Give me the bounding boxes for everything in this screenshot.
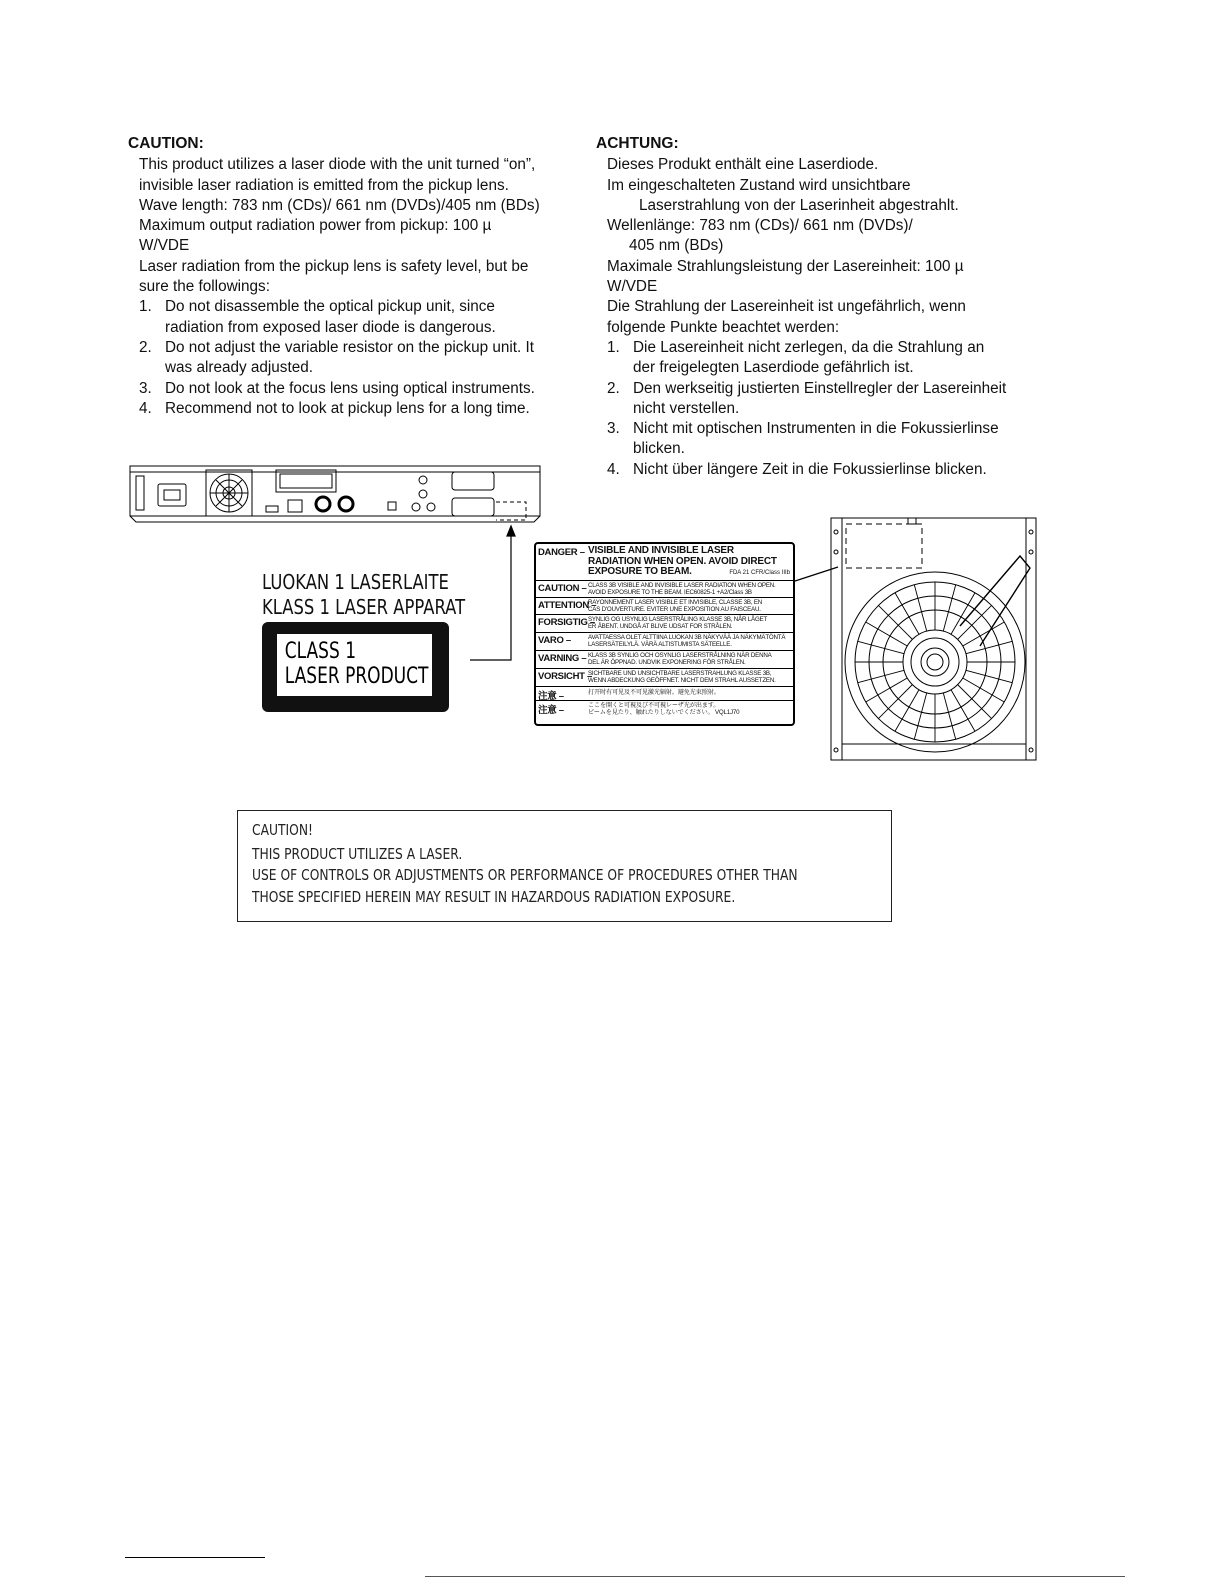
german-intro-line: Maximale Strahlungsleistung der Lasereinheit: 100 µ <box>607 257 964 275</box>
rf-out-port <box>339 497 353 511</box>
german-intro-line: folgende Punkte beachtet werden: <box>607 318 840 336</box>
class-1-product-label <box>262 622 449 712</box>
footer-divider <box>125 1557 265 1558</box>
label-row-text: ER ÅBENT. UNDGÅ AT BLIVE UDSAT FOR STRÅLEN. <box>588 623 733 630</box>
list-item-number: 1. <box>607 338 620 356</box>
list-item <box>596 338 1056 379</box>
caution-notice-line: USE OF CONTROLS OR ADJUSTMENTS OR PERFORMANCE OF PROCEDURES OTHER THAN <box>252 866 798 884</box>
list-item-line: nicht verstellen. <box>633 399 740 417</box>
tray-spoke <box>878 685 912 719</box>
caution-notice-box <box>237 810 892 922</box>
label-row <box>536 597 793 615</box>
drive-outline <box>831 518 1036 760</box>
label-row-text: RAYONNEMENT LASER VISIBLE ET INVISIBLE, CLASSE 3B, EN <box>588 599 763 606</box>
list-item-number: 3. <box>139 379 152 397</box>
german-caution-section <box>596 134 1056 480</box>
label-row <box>536 700 793 720</box>
german-intro-line: 405 nm (BDs) <box>629 237 724 255</box>
german-intro-line: Im eingeschalteten Zustand wird unsichtbare <box>607 176 911 194</box>
caution-notice-line: CAUTION! <box>252 821 313 839</box>
list-item-line: Den werkseitig justierten Einstellregler der Lasereinheit <box>633 379 1007 397</box>
disc-tray <box>845 556 1030 752</box>
label-row-text: CAS D'OUVERTURE. EVITER UNE EXPOSITION AU FAISCEAU. <box>588 606 761 613</box>
list-item-number: 2. <box>607 379 620 397</box>
card-slot <box>276 470 336 492</box>
label-row-text: WENN ABDECKUNG GEÖFFNET. NICHT DEM STRAHL AUSSETZEN. <box>588 677 776 684</box>
laser-class-heading <box>262 570 465 620</box>
tray-spoke <box>858 670 904 682</box>
label-row-danger <box>536 544 793 581</box>
tray-spoke <box>858 641 904 653</box>
list-item-number: 1. <box>139 298 152 316</box>
list-item <box>128 338 588 379</box>
connector-line <box>470 534 511 660</box>
list-item-line: Recommend not to look at pickup lens for a long time. <box>165 399 530 417</box>
german-intro-line: Die Strahlung der Lasereinheit ist ungefährlich, wenn <box>607 298 966 316</box>
list-item-number: 4. <box>139 399 152 417</box>
scart-1 <box>452 472 494 490</box>
label-row-key: 注意 – <box>538 705 564 716</box>
laser-class-line-1: LUOKAN 1 LASERLAITE <box>262 570 449 594</box>
list-item-line: Nicht über längere Zeit in die Fokussierlinse blicken. <box>633 460 987 478</box>
label-row-key: ATTENTION – <box>538 600 597 611</box>
list-item <box>128 297 588 338</box>
english-intro-line: sure the followings: <box>139 278 270 296</box>
label-row <box>536 686 793 701</box>
list-item-line: Die Lasereinheit nicht zerlegen, da die Strahlung an <box>633 338 985 356</box>
drive-unit-illustration <box>830 516 1038 762</box>
tray-spoke <box>943 693 955 739</box>
label-row <box>536 632 793 651</box>
tray-spoke <box>966 641 1012 653</box>
list-item-number: 4. <box>607 460 620 478</box>
tray-spoke <box>943 585 955 631</box>
german-heading: ACHTUNG: <box>596 135 679 152</box>
tray-spoke <box>914 585 926 631</box>
lan-port <box>288 500 302 512</box>
label-row <box>536 668 793 687</box>
list-item <box>596 379 1056 420</box>
label-row-text: 打开时有可见及不可见激光辐射。避免光束照射。 <box>588 689 720 696</box>
hdmi-port <box>266 506 278 512</box>
label-row-text: EXPOSURE TO BEAM. <box>588 566 692 577</box>
caution-notice-line: THIS PRODUCT UTILIZES A LASER. <box>252 845 463 863</box>
caution-notice-line: THOSE SPECIFIED HEREIN MAY RESULT IN HAZARDOUS RADIATION EXPOSURE. <box>252 888 736 906</box>
label-row-text: DEL ÄR ÖPPNAD. UNDVIK EXPONERING FÖR STRÅLEN. <box>588 659 746 666</box>
label-row-text: ここを開くと可視及び不可視レーザ光が出ます。 <box>588 702 720 709</box>
label-row-key: 注意 – <box>538 691 564 702</box>
english-caution-section <box>128 134 588 419</box>
list-item-line: Do not disassemble the optical pickup unit, since <box>165 298 495 316</box>
laser-warning-label <box>534 542 795 726</box>
fan-icon <box>206 470 252 516</box>
product-label-line-2: LASER PRODUCT <box>284 664 429 689</box>
label-row-text: KLASS 3B SYNLIG OCH OSYNLIG LASERSTRÅLNING NÄR DENNA <box>588 652 772 659</box>
label-row-text: AVATTAESSA OLET ALTTIINA LUOKAN 3B NÄKYVÄÄ JA NÄKYMÄTÖNTÄ <box>588 634 786 641</box>
tray-spoke <box>914 693 926 739</box>
tray-spoke <box>966 670 1012 682</box>
german-intro-line: Dieses Produkt enthält eine Laserdiode. <box>607 156 879 174</box>
label-row-text: SICHTBARE UND UNSICHTBARE LASERSTRAHLUNG KLASSE 3B, <box>588 670 772 677</box>
label-row-key: FORSIGTIG – <box>538 617 595 628</box>
list-item <box>596 460 1056 480</box>
product-label-line-1: CLASS 1 <box>284 639 357 664</box>
rf-in-port <box>316 497 330 511</box>
label-row-text: LASERSÄTEILYLÄ. VÄRÄ ALTISTUMISTA SÄTEELLE. <box>588 641 732 648</box>
label-row-text: VISIBLE AND INVISIBLE LASER <box>588 545 734 556</box>
english-intro-line: Maximum output radiation power from pickup: 100 µ <box>139 217 492 235</box>
english-heading: CAUTION: <box>128 135 204 152</box>
list-item-line: Nicht mit optischen Instrumenten in die Fokussierlinse <box>633 420 999 438</box>
tray-spoke <box>878 605 912 639</box>
list-item-number: 3. <box>607 420 620 438</box>
optical-port <box>388 502 396 510</box>
label-row-key: DANGER – <box>538 547 585 558</box>
label-row-text: FDA 21 CFR/Class IIIb <box>729 570 790 576</box>
german-intro-line: Laserstrahlung von der Laserinheit abgestrahlt. <box>639 196 959 214</box>
ac-inlet <box>158 484 186 506</box>
label-row-key: VARO – <box>538 635 571 646</box>
list-item-line: der freigelegten Laserdiode gefährlich ist. <box>633 359 914 377</box>
english-intro-line: Laser radiation from the pickup lens is safety level, but be <box>139 257 529 275</box>
label-row <box>536 650 793 669</box>
english-intro-line: W/VDE <box>139 237 190 255</box>
arrow-head-icon <box>507 526 515 536</box>
english-intro-line: Wave length: 783 nm (CDs)/ 661 nm (DVDs)/405 nm (BDs) <box>139 196 540 214</box>
label-row <box>536 580 793 598</box>
german-intro-line: Wellenlänge: 783 nm (CDs)/ 661 nm (DVDs)/ <box>607 217 913 235</box>
label-row-key: VARNING – <box>538 653 587 664</box>
list-item-number: 2. <box>139 338 152 356</box>
footer-divider <box>425 1576 1125 1577</box>
list-item-line: Do not look at the focus lens using optical instruments. <box>165 379 535 397</box>
list-item-line: was already adjusted. <box>165 359 313 377</box>
label-row-text: SYNLIG OG USYNLIG LASERSTRÅLING KLASSE 3B, NÅR LÅGET <box>588 616 768 623</box>
english-intro-line: This product utilizes a laser diode with the unit turned “on”, <box>139 156 536 174</box>
english-intro-line: invisible laser radiation is emitted from the pickup lens. <box>139 176 509 194</box>
list-item <box>128 399 588 419</box>
list-item <box>128 379 588 399</box>
laser-class-line-2: KLASS 1 LASER APPARAT <box>262 595 466 619</box>
list-item-line: Do not adjust the variable resistor on the pickup unit. It <box>165 338 535 356</box>
label-row-key: CAUTION – <box>538 583 587 594</box>
label-row-key: VORSICHT – <box>538 671 593 682</box>
label-row-text: RADIATION WHEN OPEN. AVOID DIRECT <box>588 555 777 567</box>
list-item-line: radiation from exposed laser diode is dangerous. <box>165 318 496 336</box>
tray-spoke <box>958 685 992 719</box>
label-row-text: ビームを見たり、触れたりしないでください。 VQL1J70 <box>588 709 740 716</box>
list-item-line: blicken. <box>633 440 685 458</box>
english-instruction-list <box>128 297 588 419</box>
label-row <box>536 614 793 633</box>
german-instruction-list <box>596 338 1056 480</box>
list-item <box>596 419 1056 460</box>
label-location-marker <box>846 524 922 568</box>
label-row-text: AVOID EXPOSURE TO THE BEAM. IEC60825-1 +A2/Class 3B <box>588 589 752 596</box>
german-intro-line: W/VDE <box>607 278 658 296</box>
label-row-text: CLASS 3B VISIBLE AND INVISIBLE LASER RADIATION WHEN OPEN. <box>588 582 776 589</box>
